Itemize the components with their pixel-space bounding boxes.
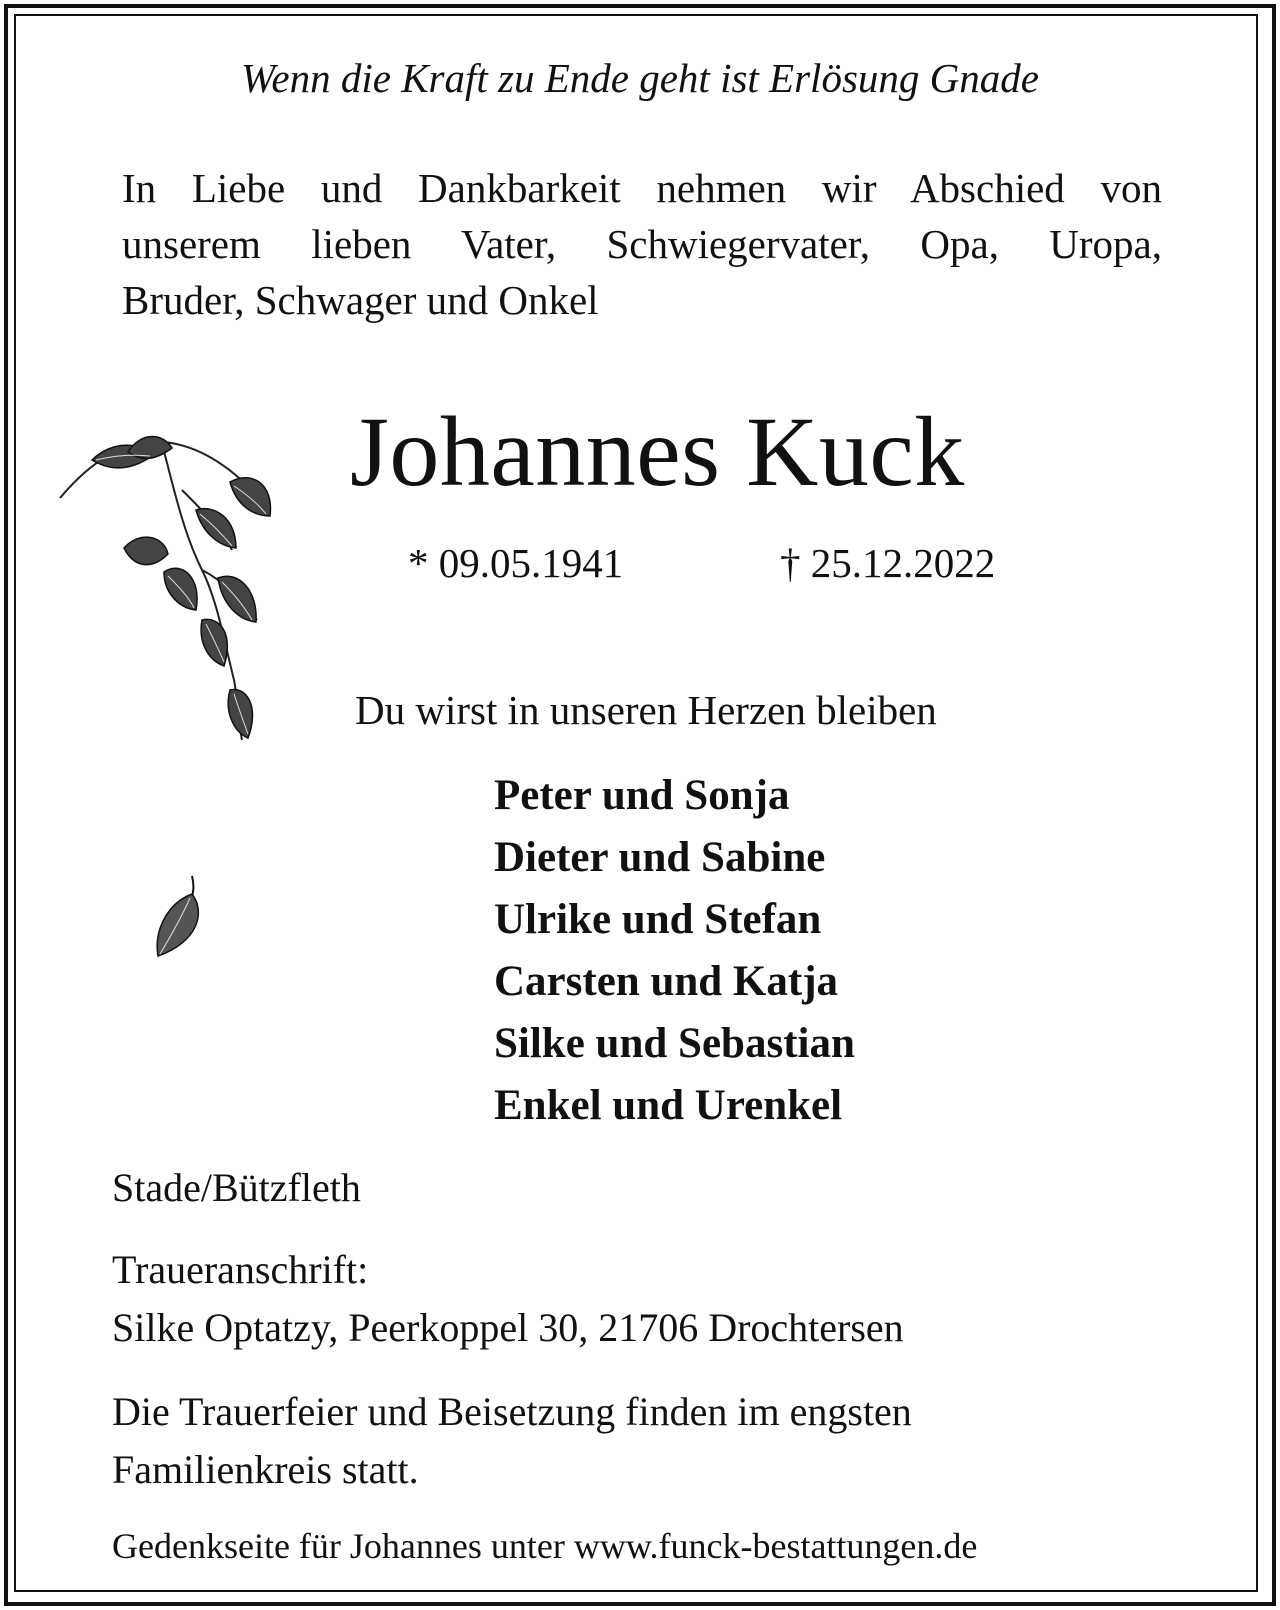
family-member: Dieter und Sabine — [494, 834, 826, 881]
family-member: Silke und Sebastian — [494, 1020, 855, 1067]
memorial-note: Gedenkseite für Johannes unter www.funck-bestattungen.de — [112, 1526, 978, 1566]
ceremony-line-2: Familienkreis statt. — [112, 1447, 419, 1492]
intro-line-1: In Liebe und Dankbarkeit nehmen wir Abschied von — [122, 165, 1162, 211]
place: Stade/Bützfleth — [112, 1165, 361, 1210]
ceremony-line-1: Die Trauerfeier und Beisetzung finden im engsten — [112, 1389, 912, 1434]
intro-line-2: unserem lieben Vater, Schwiegervater, Opa, Uropa, — [122, 221, 1162, 267]
intro-text — [122, 160, 1162, 328]
death-date: † 25.12.2022 — [780, 540, 996, 586]
deceased-name: Johannes Kuck — [350, 396, 965, 507]
family-member: Ulrike und Stefan — [494, 896, 822, 943]
family-list — [494, 774, 855, 1146]
address-value: Silke Optatzy, Peerkoppel 30, 21706 Drochtersen — [112, 1305, 904, 1350]
intro-line-3: Bruder, Schwager und Onkel — [122, 277, 599, 323]
address-label: Traueranschrift: — [112, 1247, 369, 1292]
family-member: Carsten und Katja — [494, 958, 839, 1005]
family-member: Enkel und Urenkel — [494, 1082, 843, 1129]
birch-branch-icon — [52, 420, 292, 760]
family-member: Peter und Sonja — [494, 772, 790, 819]
quote: Du wirst in unseren Herzen bleiben — [355, 687, 937, 733]
motto: Wenn die Kraft zu Ende geht ist Erlösung Gnade — [241, 55, 1039, 101]
birth-date: * 09.05.1941 — [408, 540, 624, 586]
falling-leaf-icon — [148, 872, 208, 962]
